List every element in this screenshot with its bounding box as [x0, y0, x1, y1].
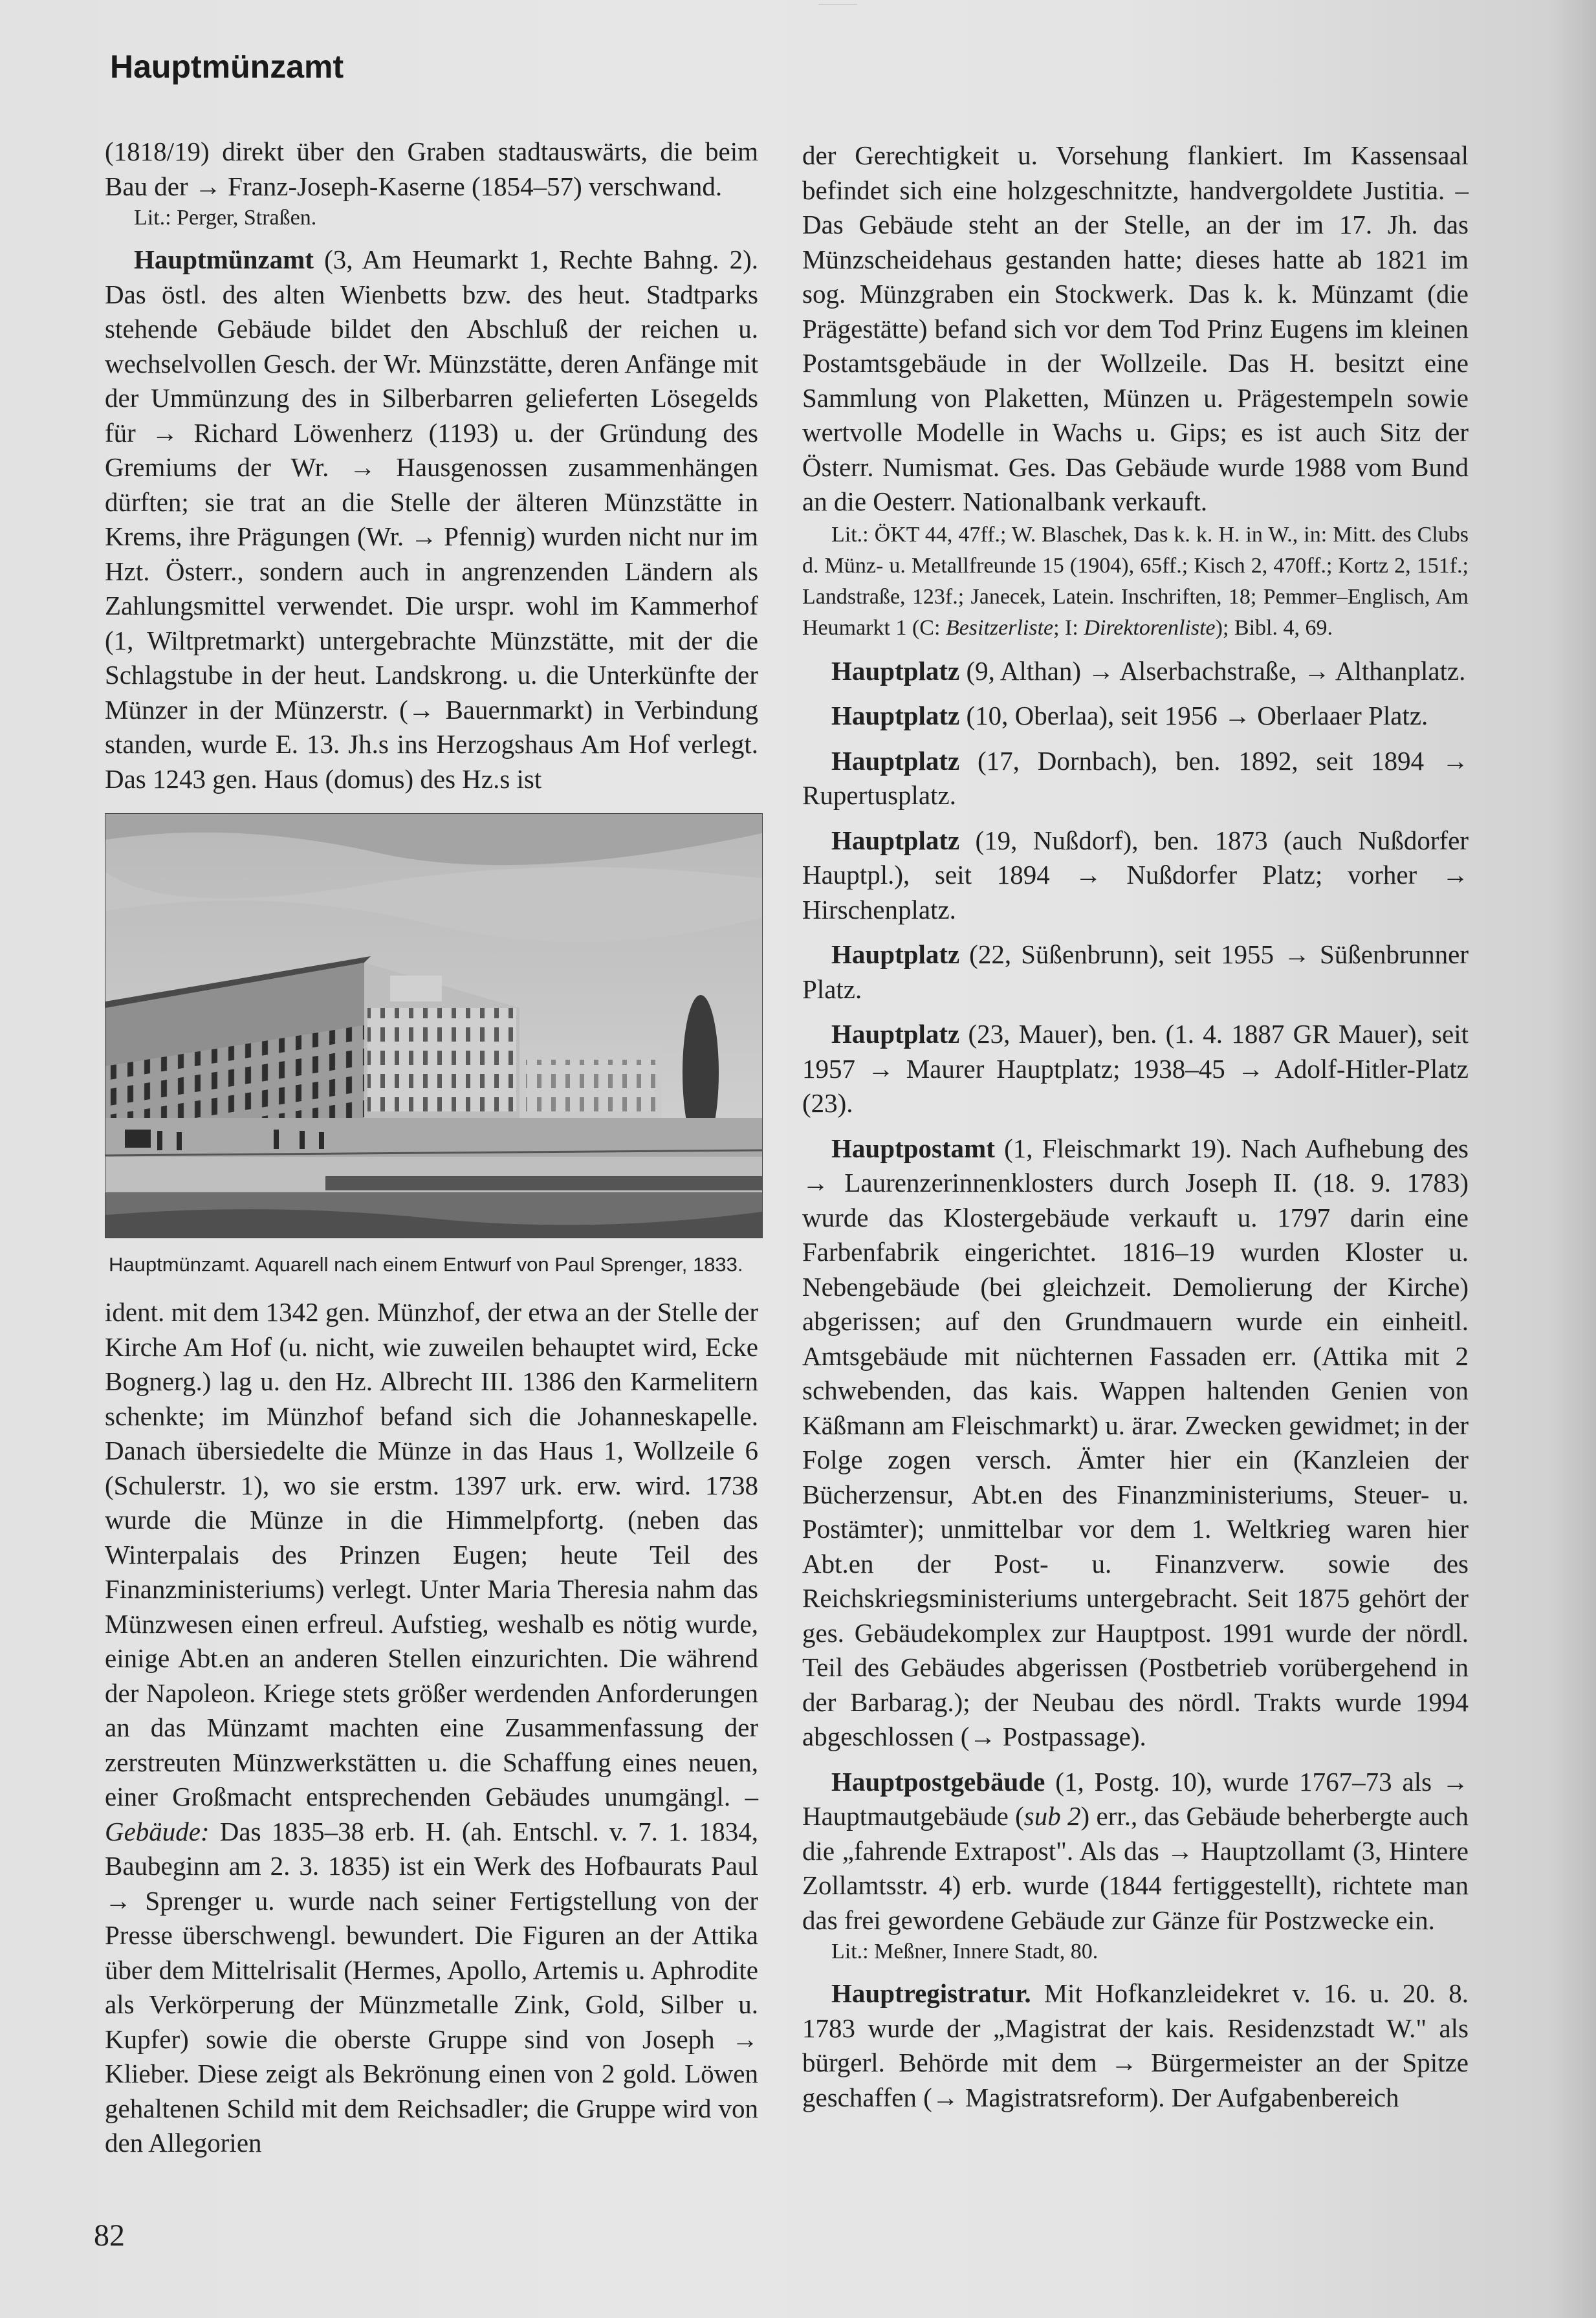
entry-hauptplatz-10	[802, 699, 1469, 734]
text-run: Das 1835–38 erb. H. (ah. Entschl. v. 7. 1. 1834, Baubeginn am 2. 3. 1835) ist ein Werk des Hofbaurats Paul → Sprenger u. wurde nach seiner Fertigstellung von der Presse überschwengl. bewundert. Die Figuren an der Attika über dem Mittelrisalit (Hermes, Apollo, Artemis u. Aphrodite als Verkörperung der Münzmetalle Zink, Gold, Silber u. Kupfer) sowie die oberste Gruppe sind von Joseph → Klieber. Diese zeigt als Bekrönung einen von 2 gold. Löwen gehaltenen Schild mit dem Reichsadler; die Gruppe wird von den Allegorien	[105, 1816, 758, 2158]
entry-text: (23, Mauer), ben. (1. 4. 1887 GR Mauer), seit 1957 → Maurer Hauptplatz; 1938–45 → Adolf-Hitler-Platz (23).	[802, 1019, 1469, 1118]
entry-text: ) err., das Gebäude beherbergte auch die „fahrende Extrapost". Als das → Hauptzollamt (3, Hintere Zollamtsstr. 4) erb. wurde (1844 fertiggestellt), richtete man das frei gewordene Gebäude zur Gänze für Postzwecke ein.	[802, 1801, 1469, 1935]
entry-text: (1, Postg. 10), wurde 1767–73 als → Hauptmautgebäude (	[802, 1766, 1469, 1831]
entry-lemma: Hauptplatz	[831, 825, 960, 855]
entry-text: (1, Fleischmarkt 19). Nach Aufhebung des → Laurenzerinnenklosters durch Joseph II. (18. 9. 1783) wurde das Klostergebäude verkauft u. 1797 darin eine Farbenfabrik eingerichtet. 1816–19 wurden Kloster u. Nebengebäude (bei gleichzeit. Demolierung der Kirche) abgerissen; auf den Grundmauern wurde ein einheitl. Amtsgebäude mit nüchternen Fassaden err. (Attika mit 2 schwebenden, das kais. Wappen haltenden Genien von Käßmann am Fleischmarkt) u. ärar. Zwecken gewidmet; in der Folge zogen versch. Ämter hier ein (Kanzleien der Bücherzensur, Abt.en des Finanzministeriums, Steuer- u. Postämter); unmittelbar vor dem 1. Weltkrieg waren hier Abt.en der Post- u. Finanzverw. sowie des Reichskriegsministeriums untergebracht. Seit 1875 gehört der ges. Gebäudekomplex zur Hauptpost. 1991 wurde der nördl. Teil des Gebäudes abgerissen (Postbetrieb vorübergehend in der Barbarag.); der Neubau des nördl. Trakts wurde 1994 abgeschlossen (→ Postpassage).	[802, 1133, 1469, 1751]
text-run-italic: Direktorenliste	[1084, 615, 1216, 640]
entry-text: (17, Dornbach), ben. 1892, seit 1894 → Rupertusplatz.	[802, 745, 1469, 810]
entry-lemma: Hauptplatz	[831, 1019, 960, 1049]
entry-lemma: Hauptplatz	[831, 939, 960, 969]
entry-hauptpostgebaeude	[802, 1765, 1469, 1938]
running-head: Hauptmünzamt	[110, 49, 344, 85]
entry-text: Mit Hofkanzleidekret v. 16. u. 20. 8. 1783 wurde der „Magistrat der kais. Residenzstadt W." als bürgerl. Behörde mit dem → Bürgermeister an der Spitze geschaffen (→ Magistratsreform). Der Aufgabenbereich	[802, 1978, 1469, 2112]
paragraph-continued: (1818/19) direkt über den Graben stadtauswärts, die beim Bau der → Franz-Joseph-Kaserne (1854–57) verschwand.	[105, 137, 758, 201]
entry-lemma: Hauptplatz	[831, 655, 960, 686]
illustration-hauptmuenzamt	[105, 813, 763, 1238]
section-label-gebaeude: Gebäude:	[105, 1816, 210, 1846]
entry-hauptplatz-17	[802, 744, 1469, 813]
text-run: ident. mit dem 1342 gen. Münzhof, der etwa an der Stelle der Kirche Am Hof (u. nicht, wie zuweilen behauptet wird, Ecke Bognerg.) lag u. den Hz. Albrecht III. 1386 den Karmelitern schenkte; im Münzhof befand sich die Johanneskapelle. Danach übersiedelte die Münze in das Haus 1, Wollzeile 6 (Schulerstr. 1), wo sie erstm. 1397 urk. erw. wird. 1738 wurde die Münze in die Himmelpfortg. (neben das Winterpalais des Prinzen Eugen; heute Teil des Finanzministeriums) verlegt. Unter Maria Theresia nahm das Münzwesen einen erfreul. Aufstieg, weshalb es nötig wurde, einige Abt.en an anderen Stellen einzurichten. Die während der Napoleon. Kriege stets größer werdenden Anforderungen an das Münzamt machten eine Zusammenfassung der zerstreuten Münzwerkstätten u. die Schaffung eines neuen, einer Großmacht entsprechenden Gebäudes unumgängl. –	[105, 1297, 758, 1811]
page-number: 82	[94, 2218, 125, 2253]
entry-hauptplatz-9	[802, 654, 1469, 689]
entry-lemma: Hauptpostamt	[831, 1133, 995, 1163]
text-run: ); Bibl. 4, 69.	[1215, 615, 1333, 640]
entry-text: (9, Althan) → Alserbachstraße, → Althanplatz.	[959, 655, 1466, 686]
text-run: ; I:	[1053, 615, 1084, 640]
paragraph-continued: der Gerechtigkeit u. Vorsehung flankiert. Im Kassensaal befindet sich eine holzgeschnitzte, handvergoldete Justitia. – Das Gebäude steht an der Stelle, an der im 17. Jh. das Münzscheidehaus gestanden hatte; dieses hatte ab 1821 im sog. Münzgraben ein Stockwerk. Das k. k. Münzamt (die Prägestätte) befand sich vor dem Tod Prinz Eugens im kleinen Postamtsgebäude in der Wollzeile. Das H. besitzt eine Sammlung von Plaketten, Münzen u. Prägestempeln sowie wertvolle Modelle in Wachs u. Gips; es ist auch Sitz der Österr. Numismat. Ges. Das Gebäude wurde 1988 vom Bund an die Oesterr. Nationalbank verkauft.	[802, 140, 1469, 516]
literature-note: Lit.: Perger, Straßen.	[134, 206, 317, 230]
literature-note: Lit.: Meßner, Innere Stadt, 80.	[831, 1940, 1099, 1963]
literature-note	[802, 519, 1469, 644]
entry-text-italic: sub 2	[1023, 1801, 1081, 1831]
text-run-italic: Besitzerliste	[945, 615, 1054, 640]
entry-hauptplatz-22	[802, 937, 1469, 1007]
entry-text: (10, Oberlaa), seit 1956 → Oberlaaer Platz.	[959, 701, 1428, 730]
left-column	[105, 135, 758, 2161]
entry-lemma: Hauptplatz	[831, 701, 960, 730]
entry-lemma: Hauptmünzamt	[134, 245, 314, 274]
entry-hauptplatz-23	[802, 1017, 1469, 1121]
entry-hauptplatz-19	[802, 824, 1469, 928]
paragraph-continued-2	[105, 1295, 758, 2161]
text-run: Lit.: ÖKT 44, 47ff.; W. Blaschek, Das k. k. H. in W., in: Mitt. des Clubs d. Münz- u. Metallfreunde 15 (1904), 65ff.; Kisch 2, 470ff.; Kortz 2, 151f.; Landstraße, 123f.; Janecek, Latein. Inschriften, 18; Pemmer–Englisch, Am Heumarkt 1 (C:	[802, 522, 1469, 640]
entry-text: (19, Nußdorf), ben. 1873 (auch Nußdorfer Hauptpl.), seit 1894 → Nußdorfer Platz; vorher → Hirschenplatz.	[802, 825, 1469, 924]
entry-lemma: Hauptpostgebäude	[831, 1766, 1045, 1797]
entry-lemma: Hauptplatz	[831, 745, 960, 776]
entry-hauptpostamt	[802, 1132, 1469, 1755]
figure	[105, 813, 758, 1278]
right-column	[802, 138, 1469, 2115]
entry-text: (3, Am Heumarkt 1, Rechte Bahng. 2). Das östl. des alten Wienbetts bzw. des heut. Stadtparks stehende Gebäude bildet den Abschluß der reichen u. wechselvollen Gesch. der Wr. Münzstätte, deren Anfänge mit der Ummünzung des in Silberbarren gelieferten Lösegelds für → Richard Löwenherz (1193) u. der Gründung des Gremiums der Wr. → Hausgenossen zusammenhängen dürften; sie trat an die Stelle der älteren Münzstätte in Krems, ihre Prägungen (Wr. → Pfennig) wurden nicht nur im Hzt. Österr., sondern auch in angrenzenden Ländern als Zahlungsmittel verwendet. Die urspr. wohl im Kammerhof (1, Wiltpretmarkt) untergebrachte Münzstätte, mit der die Schlagstube in der heut. Landskrong. u. die Unterkünfte der Münzer in der Münzerstr. (→ Bauernmarkt) in Verbindung standen, wurde E. 13. Jh.s ins Herzogshaus Am Hof verlegt. Das 1243 gen. Haus (domus) des Hz.s ist	[105, 245, 758, 794]
figure-caption: Hauptmünzamt. Aquarell nach einem Entwurf von Paul Sprenger, 1833.	[109, 1253, 743, 1276]
entry-text: (22, Süßenbrunn), seit 1955 → Süßenbrunner Platz.	[802, 939, 1469, 1004]
entry-hauptregistratur	[802, 1976, 1469, 2115]
entry-lemma: Hauptregistratur.	[831, 1978, 1031, 2008]
entry-hauptmuenzamt	[105, 243, 758, 796]
scan-mark	[818, 4, 857, 5]
